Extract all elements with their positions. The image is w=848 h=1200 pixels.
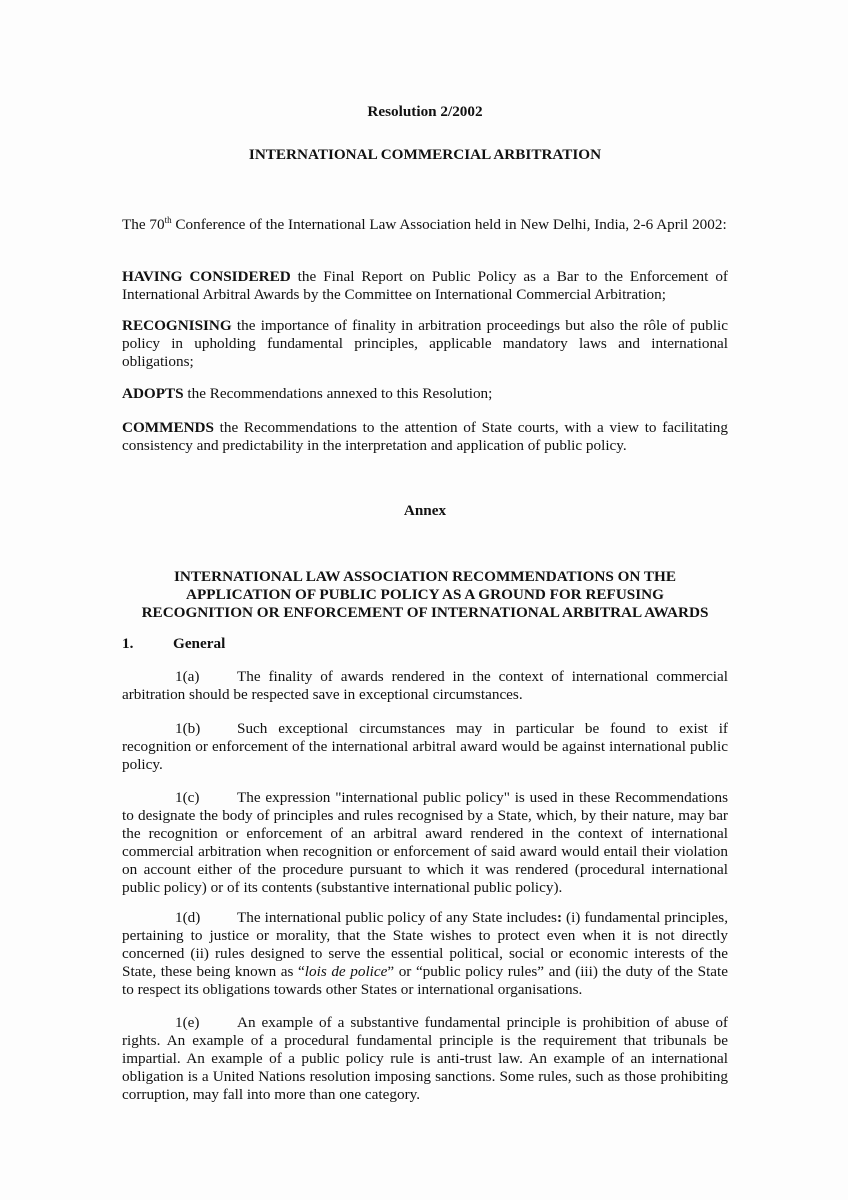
- paragraph-text: The expression "international public policy" is used in these Recommendations to designate the body of principles and rules recognised by a State, which, by their nature, may bar the recognition or enforcement of an arbitral award rendered in the context of international commercial arbitration when recognition or enforcement of said award would entail their violation on account either of the procedure pursuant to which it was rendered (procedural international public policy) or of its contents (substantive international public policy).: [122, 789, 728, 896]
- paragraph-1b: [122, 720, 728, 774]
- clause-text: the Recommendations to the attention of State courts, with a view to facilitating consistency and predictability in the interpretation and application of public policy.: [122, 419, 728, 454]
- paragraph-number: 1(a): [175, 668, 200, 685]
- clause-adopts: [122, 385, 728, 403]
- clause-having-considered: [122, 268, 728, 304]
- paragraph-text: ” or “public policy rules” and (iii) the duty of the State to respect its obligations towards other States or international organisations.: [122, 963, 728, 998]
- intro-paragraph: [122, 216, 728, 234]
- paragraph-number: 1(d): [175, 909, 201, 926]
- paragraph-italic-term: lois de police: [304, 963, 388, 980]
- clause-text: the Final Report on Public Policy as a Bar to the Enforcement of International Arbitral Awards by the Committee on International Commercial Arbitration;: [122, 268, 728, 303]
- intro-pre: The 70: [122, 216, 165, 233]
- paragraph-text: An example of a substantive fundamental principle is prohibition of abuse of rights. An example of a procedural fundamental principle is the requirement that tribunals be impartial. An example of a public policy rule is anti-trust law. An example of an international obligation is a United Nations resolution imposing sanctions. Some rules, such as those prohibiting corruption, may fall into more than one category.: [122, 1014, 728, 1103]
- intro-post: Conference of the International Law Association held in New Delhi, India, 2-6 April 2002:: [171, 216, 727, 233]
- paragraph-text: The international public policy of any State includes: [237, 909, 557, 926]
- clause-lead: RECOGNISING: [122, 317, 232, 334]
- paragraph-text: Such exceptional circumstances may in particular be found to exist if recognition or enforcement of the international arbitral award would be against international public policy.: [122, 720, 728, 773]
- paragraph-number: 1(c): [175, 789, 200, 806]
- annex-title: [122, 568, 728, 622]
- section-number: 1.: [122, 635, 134, 652]
- paragraph-text: The finality of awards rendered in the context of international commercial arbitration should be respected save in exceptional circumstances.: [122, 668, 728, 703]
- paragraph-number: 1(e): [175, 1014, 200, 1031]
- paragraph-1d: [122, 909, 728, 999]
- annex-label: Annex: [403, 502, 447, 519]
- clause-recognising: [122, 317, 728, 371]
- paragraph-colon: :: [556, 909, 563, 926]
- clause-commends: [122, 419, 728, 455]
- annex-title-line: APPLICATION OF PUBLIC POLICY AS A GROUND FOR REFUSING: [186, 586, 664, 603]
- resolution-number: Resolution 2/2002: [367, 103, 483, 120]
- resolution-subject: INTERNATIONAL COMMERCIAL ARBITRATION: [248, 146, 602, 163]
- section-title: General: [173, 635, 226, 652]
- paragraph-1a: [122, 668, 728, 704]
- paragraph-number: 1(b): [175, 720, 201, 737]
- intro-sup: th: [164, 215, 172, 225]
- annex-title-line: INTERNATIONAL LAW ASSOCIATION RECOMMENDATIONS ON THE: [174, 568, 676, 585]
- annex-title-line: RECOGNITION OR ENFORCEMENT OF INTERNATIONAL ARBITRAL AWARDS: [141, 604, 709, 621]
- clause-lead: ADOPTS: [122, 385, 184, 402]
- paragraph-1e: [122, 1014, 728, 1104]
- clause-lead: COMMENDS: [122, 419, 214, 436]
- clause-text: the Recommendations annexed to this Resolution;: [183, 385, 493, 402]
- clause-lead: HAVING CONSIDERED: [122, 268, 291, 285]
- clause-text: the importance of finality in arbitration proceedings but also the rôle of public policy in upholding fundamental principles, applicable mandatory laws and international obligations;: [122, 317, 728, 370]
- section-heading: [122, 635, 728, 653]
- paragraph-1c: [122, 789, 728, 897]
- paragraph-text: (i) fundamental principles, pertaining to justice or morality, that the State wishes to protect even when it is not directly concerned (ii) rules designed to serve the essential political, social or economic interests of the State, these being known as “: [122, 909, 728, 980]
